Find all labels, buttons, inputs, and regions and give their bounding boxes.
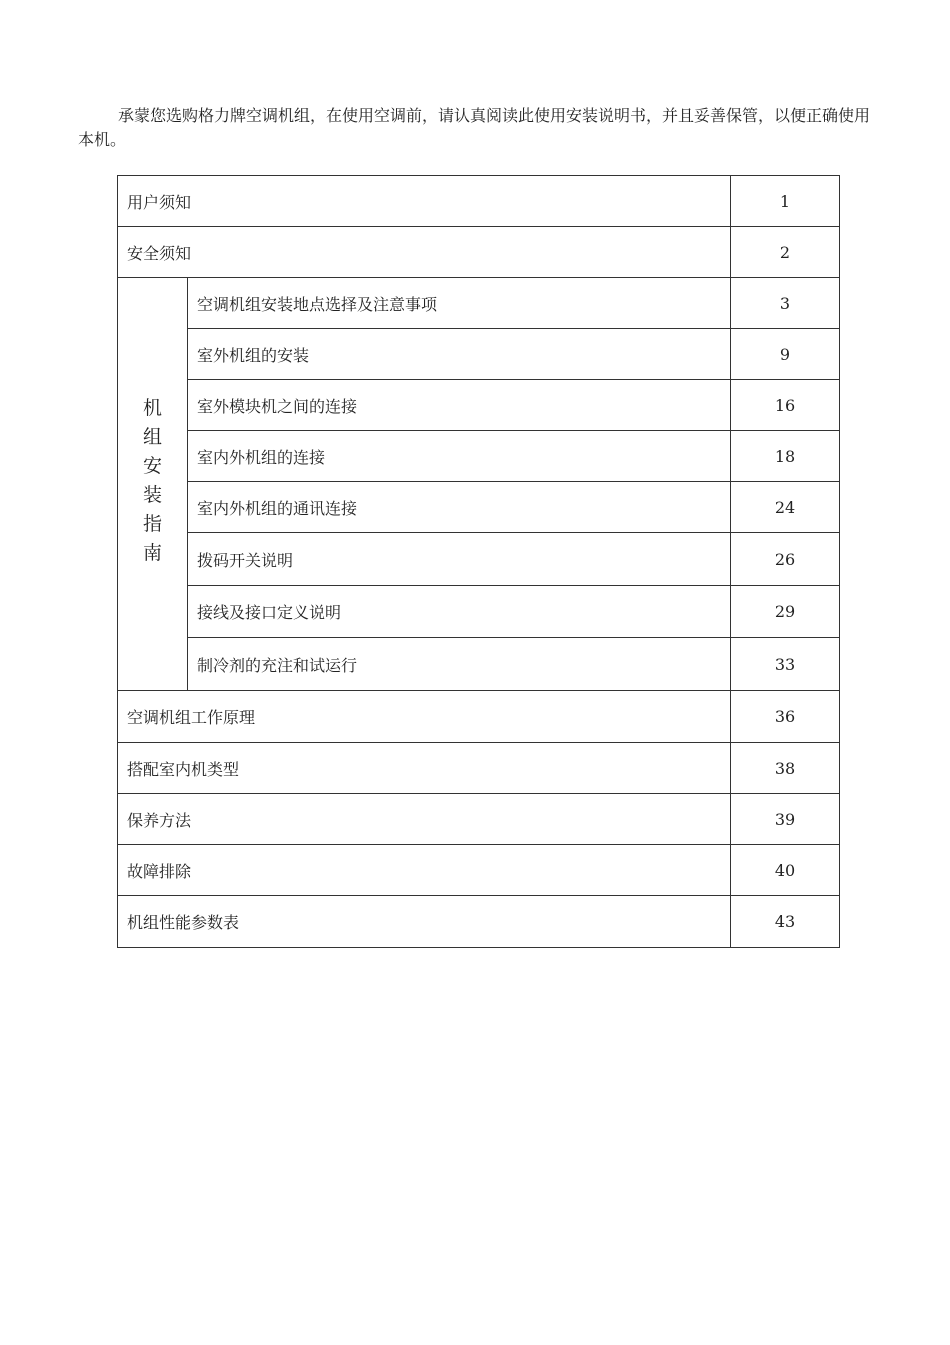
toc-row[interactable] (118, 227, 840, 278)
intro-paragraph: 承蒙您选购格力牌空调机组，在使用空调前，请认真阅读此使用安装说明书，并且妥善保管，以便正确使用本机。 (78, 106, 871, 149)
toc-entry-page: 43 (731, 896, 840, 948)
toc-entry-title: 制冷剂的充注和试运行 (188, 638, 731, 691)
toc-row[interactable] (118, 743, 840, 794)
toc-entry-title: 室内外机组的通讯连接 (188, 482, 731, 533)
toc-row[interactable] (118, 176, 840, 227)
toc-entry-page: 24 (731, 482, 840, 533)
toc-entry-page: 3 (731, 278, 840, 329)
toc-entry-page: 39 (731, 794, 840, 845)
toc-entry-page: 2 (731, 227, 840, 278)
toc-entry-title: 空调机组安装地点选择及注意事项 (188, 278, 731, 329)
toc-entry-page: 18 (731, 431, 840, 482)
toc-entry-title: 空调机组工作原理 (118, 691, 731, 743)
toc-row[interactable] (118, 431, 840, 482)
toc-entry-page: 16 (731, 380, 840, 431)
toc-entry-title: 机组性能参数表 (118, 896, 731, 948)
toc-row[interactable] (118, 380, 840, 431)
toc-entry-page: 9 (731, 329, 840, 380)
toc-entry-title: 搭配室内机类型 (118, 743, 731, 794)
toc-entry-title: 用户须知 (118, 176, 731, 227)
toc-row[interactable] (118, 586, 840, 638)
toc-row[interactable] (118, 278, 840, 329)
toc-row[interactable] (118, 533, 840, 586)
toc-entry-title: 安全须知 (118, 227, 731, 278)
toc-row[interactable] (118, 691, 840, 743)
toc-entry-page: 36 (731, 691, 840, 743)
toc-entry-page: 1 (731, 176, 840, 227)
toc-entry-title: 室内外机组的连接 (188, 431, 731, 482)
toc-entry-title: 拨码开关说明 (188, 533, 731, 586)
toc-row[interactable] (118, 794, 840, 845)
toc-entry-page: 40 (731, 845, 840, 896)
table-of-contents (117, 175, 840, 948)
toc-entry-title: 室外机组的安装 (188, 329, 731, 380)
toc-row[interactable] (118, 329, 840, 380)
toc-row[interactable] (118, 896, 840, 948)
toc-entry-page: 26 (731, 533, 840, 586)
toc-entry-page: 33 (731, 638, 840, 691)
toc-entry-page: 38 (731, 743, 840, 794)
toc-group-label: 机组安装指南 (118, 278, 188, 691)
toc-entry-title: 接线及接口定义说明 (188, 586, 731, 638)
toc-entry-title: 保养方法 (118, 794, 731, 845)
toc-entry-title: 故障排除 (118, 845, 731, 896)
toc-row[interactable] (118, 845, 840, 896)
toc-entry-title: 室外模块机之间的连接 (188, 380, 731, 431)
toc-row[interactable] (118, 482, 840, 533)
toc-entry-page: 29 (731, 586, 840, 638)
toc-row[interactable] (118, 638, 840, 691)
